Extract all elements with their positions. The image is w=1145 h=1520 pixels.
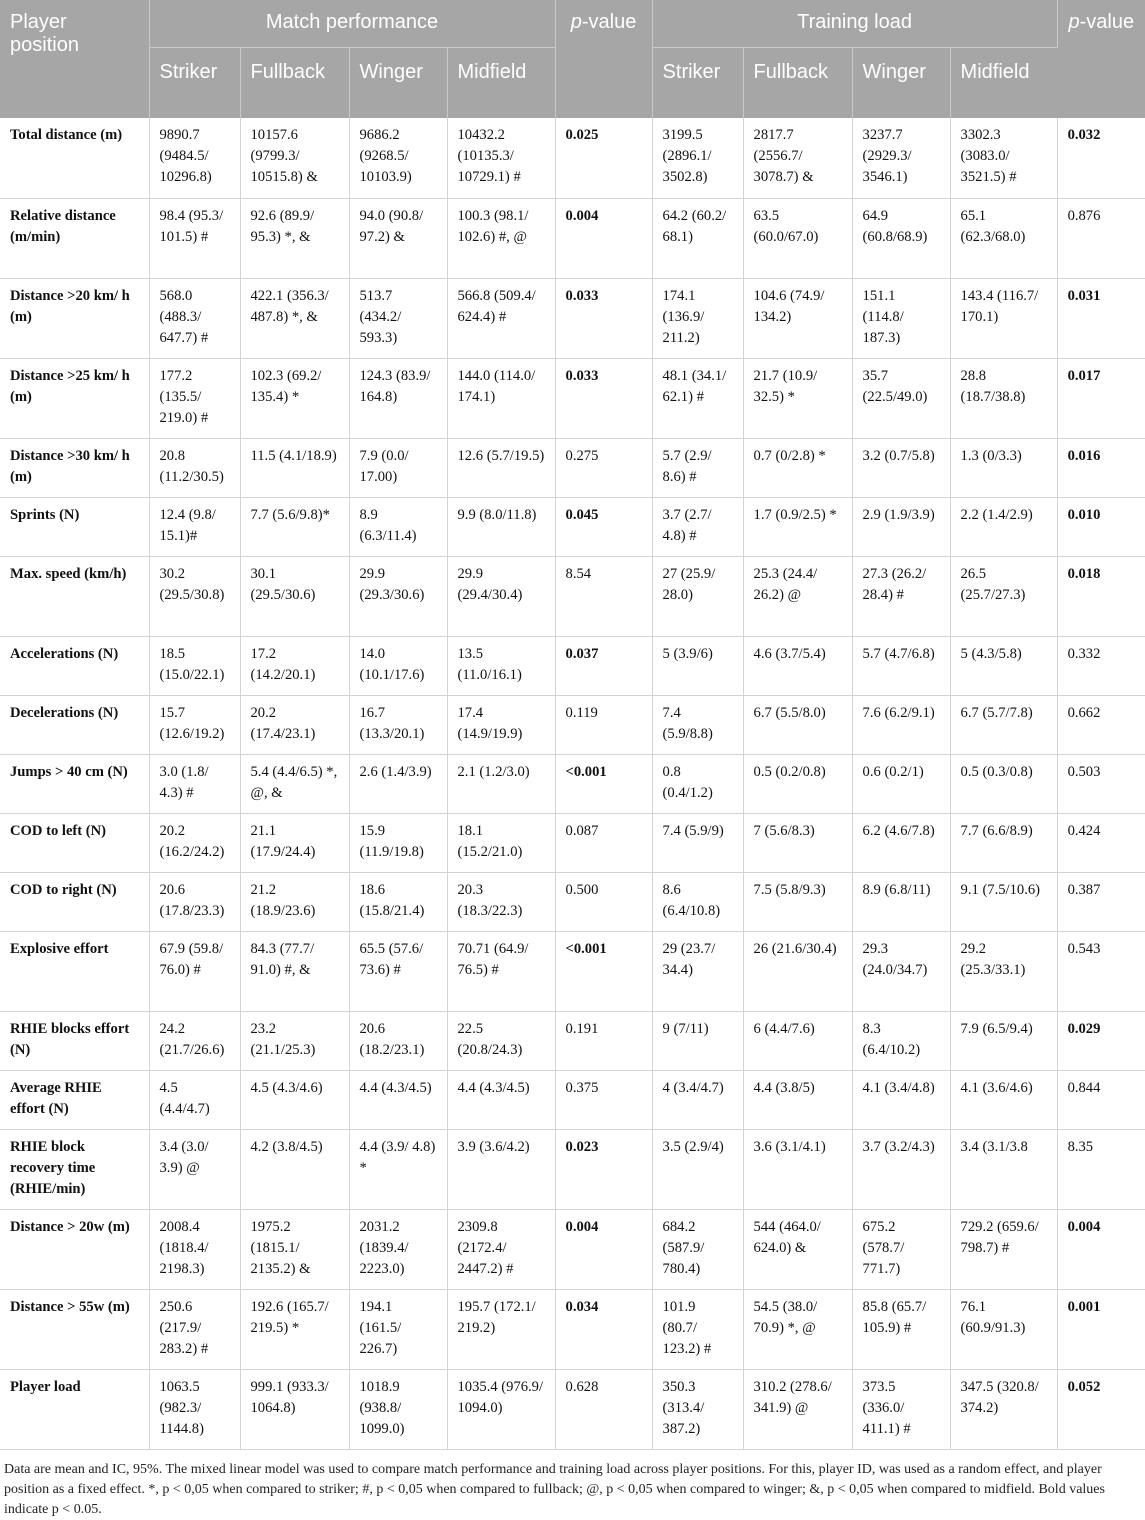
pvalue-suffix: -value — [1079, 11, 1135, 33]
training-value-cell: 64.2 (60.2/ 68.1) — [652, 198, 743, 278]
header-striker: Striker — [652, 47, 743, 118]
row-label: RHIE block recovery time (RHIE/min) — [0, 1129, 149, 1209]
match-value-cell: 102.3 (69.2/ 135.4) * — [240, 358, 349, 438]
table-row — [0, 118, 1145, 198]
match-pvalue-cell: 0.045 — [555, 497, 652, 556]
match-pvalue-cell: 0.034 — [555, 1289, 652, 1369]
training-value-cell: 27.3 (26.2/ 28.4) # — [852, 556, 950, 636]
training-value-cell: 2.2 (1.4/2.9) — [950, 497, 1057, 556]
header-fullback: Fullback — [240, 47, 349, 118]
training-pvalue-cell: 0.387 — [1057, 872, 1145, 931]
table-row — [0, 695, 1145, 754]
match-value-cell: 65.5 (57.6/ 73.6) # — [349, 931, 447, 1011]
training-pvalue-cell: 0.543 — [1057, 931, 1145, 1011]
training-pvalue-cell: 0.029 — [1057, 1011, 1145, 1070]
table-footnote: Data are mean and IC, 95%. The mixed linear model was used to compare match performance and training load across player positions. For this, player ID, was used as a random effect, and player position as a fixed effect. *, p < 0,05 when compared to striker; #, p < 0,05 when compared to fullback; @, p < 0,05 when compared to winger; &, p < 0,05 when compared to midfield. Bold values indicate p < 0.05. — [4, 1461, 1105, 1517]
match-value-cell: 4.4 (4.3/4.5) — [349, 1070, 447, 1129]
match-value-cell: 92.6 (89.9/ 95.3) *, & — [240, 198, 349, 278]
row-label: COD to left (N) — [0, 813, 149, 872]
table-row — [0, 438, 1145, 497]
pvalue-italic-p: p — [570, 11, 582, 33]
training-value-cell: 63.5 (60.0/67.0) — [743, 198, 852, 278]
training-value-cell: 29 (23.7/ 34.4) — [652, 931, 743, 1011]
training-value-cell: 76.1 (60.9/91.3) — [950, 1289, 1057, 1369]
match-value-cell: 4.4 (4.3/4.5) — [447, 1070, 555, 1129]
match-value-cell: 18.5 (15.0/22.1) — [149, 636, 240, 695]
match-value-cell: 999.1 (933.3/ 1064.8) — [240, 1369, 349, 1449]
match-value-cell: 2.6 (1.4/3.9) — [349, 754, 447, 813]
match-value-cell: 1018.9 (938.8/ 1099.0) — [349, 1369, 447, 1449]
training-value-cell: 4 (3.4/4.7) — [652, 1070, 743, 1129]
table-row — [0, 872, 1145, 931]
match-pvalue-cell: 0.023 — [555, 1129, 652, 1209]
match-pvalue-cell: <0.001 — [555, 931, 652, 1011]
match-pvalue-cell: 0.033 — [555, 278, 652, 358]
table-row — [0, 636, 1145, 695]
table-row — [0, 358, 1145, 438]
match-value-cell: 12.4 (9.8/ 15.1)# — [149, 497, 240, 556]
training-value-cell: 3.5 (2.9/4) — [652, 1129, 743, 1209]
match-value-cell: 20.2 (16.2/24.2) — [149, 813, 240, 872]
header-training-pvalue — [1057, 0, 1145, 118]
header-midfield: Midfield — [447, 47, 555, 118]
match-value-cell: 18.6 (15.8/21.4) — [349, 872, 447, 931]
match-pvalue-cell: 0.275 — [555, 438, 652, 497]
training-value-cell: 7.5 (5.8/9.3) — [743, 872, 852, 931]
match-value-cell: 20.3 (18.3/22.3) — [447, 872, 555, 931]
table-row — [0, 497, 1145, 556]
training-value-cell: 0.8 (0.4/1.2) — [652, 754, 743, 813]
training-pvalue-cell: 0.052 — [1057, 1369, 1145, 1449]
training-value-cell: 1.7 (0.9/2.5) * — [743, 497, 852, 556]
match-value-cell: 12.6 (5.7/19.5) — [447, 438, 555, 497]
pvalue-suffix: -value — [581, 11, 637, 33]
match-value-cell: 20.6 (18.2/23.1) — [349, 1011, 447, 1070]
training-value-cell: 6.7 (5.5/8.0) — [743, 695, 852, 754]
table-row — [0, 1070, 1145, 1129]
match-value-cell: 29.9 (29.3/30.6) — [349, 556, 447, 636]
training-value-cell: 4.1 (3.4/4.8) — [852, 1070, 950, 1129]
match-value-cell: 9686.2 (9268.5/ 10103.9) — [349, 118, 447, 198]
training-value-cell: 3.7 (2.7/ 4.8) # — [652, 497, 743, 556]
training-value-cell: 684.2 (587.9/ 780.4) — [652, 1209, 743, 1289]
match-value-cell: 124.3 (83.9/ 164.8) — [349, 358, 447, 438]
match-value-cell: 5.4 (4.4/6.5) *, @, & — [240, 754, 349, 813]
training-value-cell: 25.3 (24.4/ 26.2) @ — [743, 556, 852, 636]
training-value-cell: 54.5 (38.0/ 70.9) *, @ — [743, 1289, 852, 1369]
match-pvalue-cell: 0.375 — [555, 1070, 652, 1129]
match-value-cell: 194.1 (161.5/ 226.7) — [349, 1289, 447, 1369]
match-value-cell: 3.4 (3.0/ 3.9) @ — [149, 1129, 240, 1209]
training-pvalue-cell: 0.032 — [1057, 118, 1145, 198]
row-label: Distance >20 km/ h (m) — [0, 278, 149, 358]
match-value-cell: 1063.5 (982.3/ 1144.8) — [149, 1369, 240, 1449]
training-value-cell: 4.6 (3.7/5.4) — [743, 636, 852, 695]
match-value-cell: 566.8 (509.4/ 624.4) # — [447, 278, 555, 358]
match-value-cell: 2031.2 (1839.4/ 2223.0) — [349, 1209, 447, 1289]
match-value-cell: 14.0 (10.1/17.6) — [349, 636, 447, 695]
training-pvalue-cell: 0.424 — [1057, 813, 1145, 872]
training-value-cell: 29.3 (24.0/34.7) — [852, 931, 950, 1011]
training-value-cell: 544 (464.0/ 624.0) & — [743, 1209, 852, 1289]
table-body — [0, 118, 1145, 1449]
training-value-cell: 7.4 (5.9/9) — [652, 813, 743, 872]
table-row — [0, 198, 1145, 278]
match-value-cell: 7.7 (5.6/9.8)* — [240, 497, 349, 556]
match-value-cell: 2309.8 (2172.4/ 2447.2) # — [447, 1209, 555, 1289]
row-label: Relative distance (m/min) — [0, 198, 149, 278]
training-value-cell: 7.4 (5.9/8.8) — [652, 695, 743, 754]
training-value-cell: 5 (4.3/5.8) — [950, 636, 1057, 695]
training-value-cell: 350.3 (313.4/ 387.2) — [652, 1369, 743, 1449]
training-value-cell: 7.9 (6.5/9.4) — [950, 1011, 1057, 1070]
match-value-cell: 9890.7 (9484.5/ 10296.8) — [149, 118, 240, 198]
training-value-cell: 3.4 (3.1/3.8 — [950, 1129, 1057, 1209]
training-value-cell: 4.1 (3.6/4.6) — [950, 1070, 1057, 1129]
training-value-cell: 2.9 (1.9/3.9) — [852, 497, 950, 556]
match-value-cell: 20.6 (17.8/23.3) — [149, 872, 240, 931]
match-value-cell: 422.1 (356.3/ 487.8) *, & — [240, 278, 349, 358]
match-value-cell: 2008.4 (1818.4/ 2198.3) — [149, 1209, 240, 1289]
training-value-cell: 4.4 (3.8/5) — [743, 1070, 852, 1129]
training-value-cell: 0.6 (0.2/1) — [852, 754, 950, 813]
training-value-cell: 729.2 (659.6/ 798.7) # — [950, 1209, 1057, 1289]
match-pvalue-cell: <0.001 — [555, 754, 652, 813]
match-value-cell: 513.7 (434.2/ 593.3) — [349, 278, 447, 358]
training-value-cell: 3.7 (3.2/4.3) — [852, 1129, 950, 1209]
training-value-cell: 48.1 (34.1/ 62.1) # — [652, 358, 743, 438]
training-value-cell: 101.9 (80.7/ 123.2) # — [652, 1289, 743, 1369]
row-label: Distance >30 km/ h (m) — [0, 438, 149, 497]
match-value-cell: 67.9 (59.8/ 76.0) # — [149, 931, 240, 1011]
match-value-cell: 7.9 (0.0/ 17.00) — [349, 438, 447, 497]
header-midfield: Midfield — [950, 47, 1057, 118]
training-value-cell: 3237.7 (2929.3/ 3546.1) — [852, 118, 950, 198]
training-value-cell: 104.6 (74.9/ 134.2) — [743, 278, 852, 358]
match-value-cell: 21.1 (17.9/24.4) — [240, 813, 349, 872]
match-value-cell: 192.6 (165.7/ 219.5) * — [240, 1289, 349, 1369]
match-value-cell: 3.9 (3.6/4.2) — [447, 1129, 555, 1209]
match-value-cell: 94.0 (90.8/ 97.2) & — [349, 198, 447, 278]
training-pvalue-cell: 8.35 — [1057, 1129, 1145, 1209]
row-label: Average RHIE effort (N) — [0, 1070, 149, 1129]
match-value-cell: 15.7 (12.6/19.2) — [149, 695, 240, 754]
training-value-cell: 8.3 (6.4/10.2) — [852, 1011, 950, 1070]
match-pvalue-cell: 0.119 — [555, 695, 652, 754]
row-label: RHIE blocks effort (N) — [0, 1011, 149, 1070]
header-match-pvalue — [555, 0, 652, 118]
match-value-cell: 84.3 (77.7/ 91.0) #, & — [240, 931, 349, 1011]
training-value-cell: 0.5 (0.3/0.8) — [950, 754, 1057, 813]
training-value-cell: 373.5 (336.0/ 411.1) # — [852, 1369, 950, 1449]
training-value-cell: 28.8 (18.7/38.8) — [950, 358, 1057, 438]
match-value-cell: 144.0 (114.0/ 174.1) — [447, 358, 555, 438]
training-value-cell: 2817.7 (2556.7/ 3078.7) & — [743, 118, 852, 198]
row-label: Distance > 20w (m) — [0, 1209, 149, 1289]
match-value-cell: 568.0 (488.3/ 647.7) # — [149, 278, 240, 358]
training-value-cell: 65.1 (62.3/68.0) — [950, 198, 1057, 278]
header-winger: Winger — [852, 47, 950, 118]
training-pvalue-cell: 0.662 — [1057, 695, 1145, 754]
match-value-cell: 23.2 (21.1/25.3) — [240, 1011, 349, 1070]
match-value-cell: 1035.4 (976.9/ 1094.0) — [447, 1369, 555, 1449]
training-value-cell: 3302.3 (3083.0/ 3521.5) # — [950, 118, 1057, 198]
training-value-cell: 0.5 (0.2/0.8) — [743, 754, 852, 813]
match-value-cell: 100.3 (98.1/ 102.6) #, @ — [447, 198, 555, 278]
match-value-cell: 4.5 (4.3/4.6) — [240, 1070, 349, 1129]
training-value-cell: 5 (3.9/6) — [652, 636, 743, 695]
training-value-cell: 8.9 (6.8/11) — [852, 872, 950, 931]
training-value-cell: 21.7 (10.9/ 32.5) * — [743, 358, 852, 438]
training-value-cell: 310.2 (278.6/ 341.9) @ — [743, 1369, 852, 1449]
match-pvalue-cell: 0.500 — [555, 872, 652, 931]
training-value-cell: 7.6 (6.2/9.1) — [852, 695, 950, 754]
match-value-cell: 2.1 (1.2/3.0) — [447, 754, 555, 813]
row-label: Explosive effort — [0, 931, 149, 1011]
match-value-cell: 4.5 (4.4/4.7) — [149, 1070, 240, 1129]
training-value-cell: 3.6 (3.1/4.1) — [743, 1129, 852, 1209]
header-match-performance: Match performance — [149, 0, 555, 47]
row-label: Decelerations (N) — [0, 695, 149, 754]
training-value-cell: 26.5 (25.7/27.3) — [950, 556, 1057, 636]
training-pvalue-cell: 0.018 — [1057, 556, 1145, 636]
match-value-cell: 17.2 (14.2/20.1) — [240, 636, 349, 695]
table-row — [0, 1209, 1145, 1289]
training-value-cell: 347.5 (320.8/ 374.2) — [950, 1369, 1057, 1449]
training-value-cell: 7 (5.6/8.3) — [743, 813, 852, 872]
training-value-cell: 675.2 (578.7/ 771.7) — [852, 1209, 950, 1289]
row-label: Distance > 55w (m) — [0, 1289, 149, 1369]
training-value-cell: 5.7 (4.7/6.8) — [852, 636, 950, 695]
table-row — [0, 556, 1145, 636]
table-row — [0, 1369, 1145, 1449]
header-fullback: Fullback — [743, 47, 852, 118]
training-value-cell: 1.3 (0/3.3) — [950, 438, 1057, 497]
training-value-cell: 0.7 (0/2.8) * — [743, 438, 852, 497]
match-value-cell: 15.9 (11.9/19.8) — [349, 813, 447, 872]
match-value-cell: 177.2 (135.5/ 219.0) # — [149, 358, 240, 438]
header-player-position: Player position — [0, 0, 149, 118]
match-pvalue-cell: 0.087 — [555, 813, 652, 872]
training-value-cell: 8.6 (6.4/10.8) — [652, 872, 743, 931]
training-value-cell: 6 (4.4/7.6) — [743, 1011, 852, 1070]
match-value-cell: 21.2 (18.9/23.6) — [240, 872, 349, 931]
training-value-cell: 151.1 (114.8/ 187.3) — [852, 278, 950, 358]
training-pvalue-cell: 0.017 — [1057, 358, 1145, 438]
training-pvalue-cell: 0.332 — [1057, 636, 1145, 695]
row-label: Total distance (m) — [0, 118, 149, 198]
header-striker: Striker — [149, 47, 240, 118]
match-value-cell: 10157.6 (9799.3/ 10515.8) & — [240, 118, 349, 198]
table-row — [0, 813, 1145, 872]
training-value-cell: 35.7 (22.5/49.0) — [852, 358, 950, 438]
row-label: Player load — [0, 1369, 149, 1449]
training-pvalue-cell: 0.001 — [1057, 1289, 1145, 1369]
match-value-cell: 16.7 (13.3/20.1) — [349, 695, 447, 754]
match-value-cell: 4.4 (3.9/ 4.8) * — [349, 1129, 447, 1209]
match-value-cell: 20.2 (17.4/23.1) — [240, 695, 349, 754]
training-value-cell: 7.7 (6.6/8.9) — [950, 813, 1057, 872]
row-label: Accelerations (N) — [0, 636, 149, 695]
match-pvalue-cell: 0.025 — [555, 118, 652, 198]
table-row — [0, 1129, 1145, 1209]
match-value-cell: 10432.2 (10135.3/ 10729.1) # — [447, 118, 555, 198]
match-value-cell: 20.8 (11.2/30.5) — [149, 438, 240, 497]
match-value-cell: 8.9 (6.3/11.4) — [349, 497, 447, 556]
match-pvalue-cell: 0.004 — [555, 198, 652, 278]
match-value-cell: 30.2 (29.5/30.8) — [149, 556, 240, 636]
table-row — [0, 1011, 1145, 1070]
training-value-cell: 64.9 (60.8/68.9) — [852, 198, 950, 278]
training-value-cell: 3199.5 (2896.1/ 3502.8) — [652, 118, 743, 198]
match-value-cell: 4.2 (3.8/4.5) — [240, 1129, 349, 1209]
match-value-cell: 250.6 (217.9/ 283.2) # — [149, 1289, 240, 1369]
row-label: COD to right (N) — [0, 872, 149, 931]
row-label: Distance >25 km/ h (m) — [0, 358, 149, 438]
match-value-cell: 22.5 (20.8/24.3) — [447, 1011, 555, 1070]
match-value-cell: 1975.2 (1815.1/ 2135.2) & — [240, 1209, 349, 1289]
match-value-cell: 18.1 (15.2/21.0) — [447, 813, 555, 872]
row-label: Sprints (N) — [0, 497, 149, 556]
match-value-cell: 195.7 (172.1/ 219.2) — [447, 1289, 555, 1369]
row-label: Max. speed (km/h) — [0, 556, 149, 636]
match-value-cell: 11.5 (4.1/18.9) — [240, 438, 349, 497]
training-value-cell: 5.7 (2.9/ 8.6) # — [652, 438, 743, 497]
training-value-cell: 6.2 (4.6/7.8) — [852, 813, 950, 872]
training-pvalue-cell: 0.503 — [1057, 754, 1145, 813]
table-row — [0, 1289, 1145, 1369]
match-value-cell: 29.9 (29.4/30.4) — [447, 556, 555, 636]
table-row — [0, 754, 1145, 813]
pvalue-italic-p: p — [1068, 11, 1080, 33]
training-pvalue-cell: 0.004 — [1057, 1209, 1145, 1289]
training-value-cell: 29.2 (25.3/33.1) — [950, 931, 1057, 1011]
training-pvalue-cell: 0.010 — [1057, 497, 1145, 556]
match-value-cell: 24.2 (21.7/26.6) — [149, 1011, 240, 1070]
training-value-cell: 27 (25.9/ 28.0) — [652, 556, 743, 636]
match-pvalue-cell: 0.191 — [555, 1011, 652, 1070]
table-row — [0, 278, 1145, 358]
training-value-cell: 26 (21.6/30.4) — [743, 931, 852, 1011]
match-pvalue-cell: 0.037 — [555, 636, 652, 695]
training-value-cell: 85.8 (65.7/ 105.9) # — [852, 1289, 950, 1369]
match-value-cell: 13.5 (11.0/16.1) — [447, 636, 555, 695]
training-value-cell: 9.1 (7.5/10.6) — [950, 872, 1057, 931]
table-header — [0, 0, 1145, 118]
match-value-cell: 17.4 (14.9/19.9) — [447, 695, 555, 754]
match-value-cell: 30.1 (29.5/30.6) — [240, 556, 349, 636]
match-pvalue-cell: 0.628 — [555, 1369, 652, 1449]
training-value-cell: 6.7 (5.7/7.8) — [950, 695, 1057, 754]
header-winger: Winger — [349, 47, 447, 118]
training-value-cell: 143.4 (116.7/ 170.1) — [950, 278, 1057, 358]
training-pvalue-cell: 0.844 — [1057, 1070, 1145, 1129]
header-training-load: Training load — [652, 0, 1057, 47]
table-row — [0, 931, 1145, 1011]
training-pvalue-cell: 0.016 — [1057, 438, 1145, 497]
match-pvalue-cell: 0.033 — [555, 358, 652, 438]
match-value-cell: 3.0 (1.8/ 4.3) # — [149, 754, 240, 813]
training-value-cell: 3.2 (0.7/5.8) — [852, 438, 950, 497]
match-value-cell: 9.9 (8.0/11.8) — [447, 497, 555, 556]
match-value-cell: 70.71 (64.9/ 76.5) # — [447, 931, 555, 1011]
match-pvalue-cell: 8.54 — [555, 556, 652, 636]
training-value-cell: 174.1 (136.9/ 211.2) — [652, 278, 743, 358]
training-pvalue-cell: 0.876 — [1057, 198, 1145, 278]
row-label: Jumps > 40 cm (N) — [0, 754, 149, 813]
training-pvalue-cell: 0.031 — [1057, 278, 1145, 358]
match-pvalue-cell: 0.004 — [555, 1209, 652, 1289]
match-value-cell: 98.4 (95.3/ 101.5) # — [149, 198, 240, 278]
training-value-cell: 9 (7/11) — [652, 1011, 743, 1070]
